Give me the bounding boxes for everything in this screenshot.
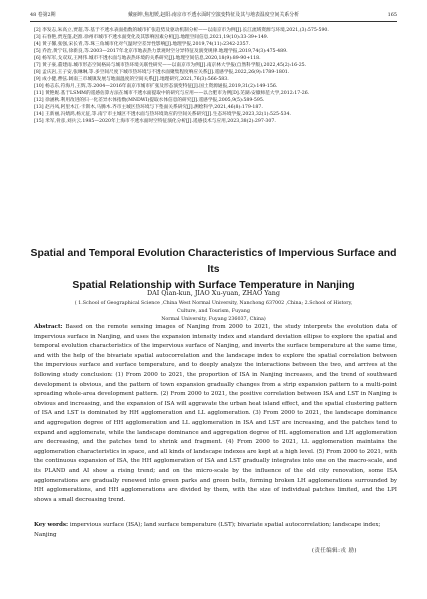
abstract-label: Abstract: <box>34 324 63 330</box>
affiliation-line: ( 1.School of Geographical Science ,China West Normal University, Nanchong 637002 ,China; 2.School of History, Culture, and Tourism, Fuyang <box>74 301 353 314</box>
reference-item: [14] 王新丽,冯婧鸿,杨元征,等.南宁市主城区不透水面与热环境效应的空间关系研究[J].生态环境学报,2023,32(1):525-534. <box>34 112 291 117</box>
journal-volume: 48 卷第2期 <box>30 12 56 18</box>
abstract <box>34 323 397 505</box>
english-title <box>28 246 399 294</box>
reference-item: [5] 乔治,黄宁钰,徐新良,等.2003—2017年北京市地表热力景观时空分异特征及演变规律.地理学报,2019,74(3):475-489. <box>34 49 288 54</box>
reference-item: [10] 杨志东,符海月,王辉,等.2004—2016年南京市城市扩张及形态演变特征[J].国土资源通报,2019,31(2):149-156. <box>34 84 278 89</box>
reference-list <box>34 27 399 125</box>
reference-item: [11] 黄艳妮.基于LSMM的遥感估算方法在城市不透水面提取中的研究与应用——以合肥市为例[D].芜湖:安徽师范大学,2012:17-26. <box>34 91 310 96</box>
reference-item: [7] 黄子豪,董建雨.城市形态空间格局与城市热环境关联性研究——以南京市为例[J].南京林大学报(自然科学版),2022,45(2):16-25. <box>34 63 307 68</box>
author-list: DAI Qian-kun, JIAO Xu-yuan, ZHAO Yang <box>147 289 280 297</box>
page-number: 165 <box>387 12 397 18</box>
reference-item: [9] 成小健,曹弦.阔南三市城镇发展与地面温度的空间关系[J].地理研究,2021,76(3):566-583. <box>34 77 229 82</box>
running-header <box>30 9 397 22</box>
running-title: 戴丽坤,焦旭媛,赵阳:南京市不透水面时空演变特征及其与地表温度空间关系分析 <box>127 12 300 18</box>
affiliations <box>70 300 357 324</box>
keywords <box>34 521 397 540</box>
reference-item: [2] 李发志,朱高立,贾超,等.基于不透水表面指数的城市扩张趋势及驱动机制分析——以南京市为例[J].长江流域资源与环境,2021,(3):575-590. <box>34 28 329 33</box>
reference-item: [15] 米军,骨彦,刘兵云.1985—2020年上海市不透水面时空特征演化分析[J].遥感技术与应用,2023,38(2):297-307. <box>34 119 276 124</box>
keywords-label: Key words: <box>34 522 69 528</box>
reference-item: [13] 赵丹凤,阿里木江·卡斯木,马腾木.齐市主城区热环境与下垫面关系研究[J].测绘科学,2021,46(8):179-187. <box>34 105 263 110</box>
responsible-editor: (责任编辑:戎 励) <box>311 548 357 554</box>
abstract-text: Based on the remote sensing images of Nanjing from 2000 to 2021, the study interprets the evolution data of impervious surface in Nanjing, and uses the expansion intensity index and standard deviation ellipse to explore the spatial and temporal evolution characteristics of the impervious surface of Nanjing, and inverts the surface temperature at the same time, and with the help of the bivariate spatial autocorrelation and the landscape index to explore the spatial correlation between the impervious surface and surface temperature, and to deeply analyze the interactions between the two, and arrives at the following study conclusion: (1) From 2000 to 2021, the proportion of ISA in Nanjing increases, and the trend of southward development is obvious, and the pattern of town expansion gradually changes from a strip expansion pattern to a multi-point spreading whole-area development pattern. (2) From 2000 to 2021, the positive correlation between ISA and LST in Nanjing is obvious and increasing, and the expansion of ISA will aggravate the urban heat island effect, and the spatial clustering pattern of ISA and LST is dominated by HH agglomeration and LL agglomeration. (3) From 2000 to 2021, the landscape dominance and aggregation degree of HH agglomeration and LL agglomeration in ISA and LST are increasing, and the patches tend to expand and agglomerate, while the landscape dominance and aggregation degree of HL agglomeration and LH agglomeration are decreasing, and the patches tend to shrink and fragment. (4) From 2000 to 2021, LL agglomeration maintains the agglomeration characteristics in space, and all kinds of landscape indexes are kept at a high level. (5) From 2000 to 2021, with the continuous expansion of ISA, the HH agglomeration of ISA and LST gradually integrates into one on the macro-scale, and its PLAND and AI show a rising trend; and on the micro-scale by the influence of the old city renovation, some ISA agglomerations are gradually renewed into green parks and green belts, forming broken LH agglomerations surrounded by HH agglomerations, and HH agglomerations are divided by them, with the size of individual patches limited, and the LPI shows a small decreasing trend. <box>34 324 397 503</box>
reference-item: [4] 黄子馨,张强,宋长青,等.珠三角城市化对气温时空差异性影响[J].地理学报,2019,74(11):2342-2357. <box>34 42 251 47</box>
reference-item: [3] 石春艳,贾连蓬,赵淮.徐州市城市不透水面变化及其影响因素分析[J].地理空间信息,2021,19(10):33-39+149. <box>34 35 269 40</box>
title-line: Spatial and Temporal Evolution Characteristics of Impervious Surface and Its <box>30 248 397 275</box>
title-line: Spatial Relationship with Surface Temperature in Nanjing <box>72 280 355 291</box>
keywords-text: impervious surface (ISA); land surface temperature (LST); bivariate spatial autocorrelation; landscape index; Nanjing <box>34 522 381 538</box>
reference-item: [8] 孟庆岩,王子安,张琳琳,等.多空间尺度下城市热环境与不透水面聚集程度响应关系[J].遥感学报,2022,26(9):1789-1801. <box>34 70 290 75</box>
reference-item: [6] 杨军军,戈双双,王网伟.城市不透水面与地表热环境的关系研究[J].地理空间信息,2020,18(9):89-90+118. <box>34 56 261 61</box>
affiliation-line: Normal University, Fuyang 236037, China) <box>161 317 266 322</box>
reference-item: [12] 徐涵秋.利用改进的归一化差异水体指数(MNDWI)提取水体信息的研究[J].遥感学报,2005,9(5):589-595. <box>34 98 265 103</box>
